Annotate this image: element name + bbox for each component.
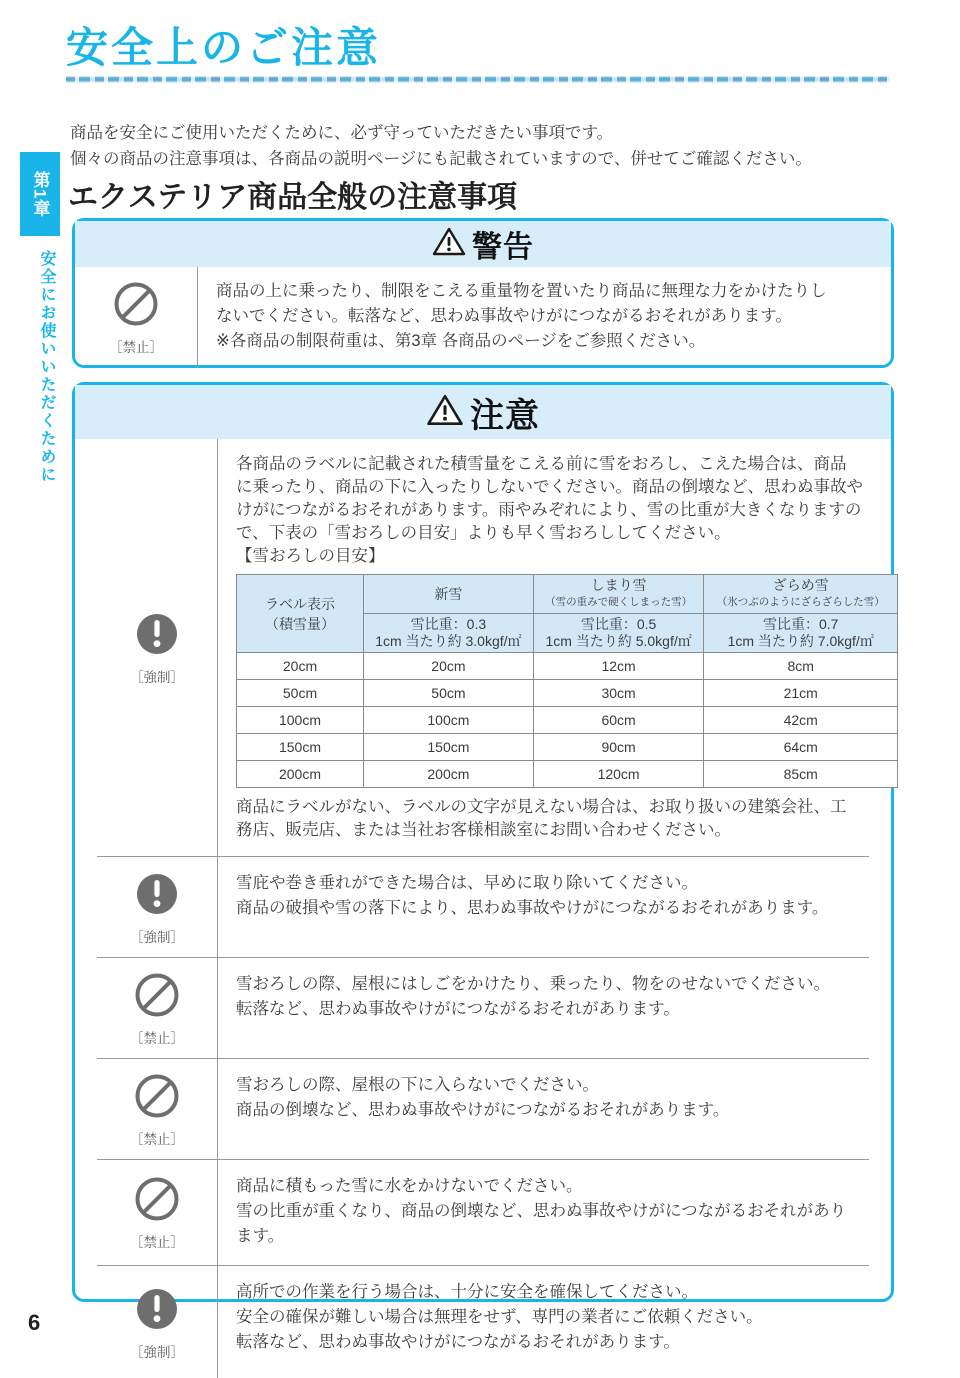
caution-box-header [75, 385, 891, 439]
warning-triangle-icon [426, 393, 464, 432]
snow-table-header-col-1-main: 新雪 [434, 585, 463, 602]
snow-table-header-col-2-main: しまり雪 [590, 577, 647, 593]
snow-table-cell: 12cm [533, 653, 704, 680]
snow-table-row [237, 680, 898, 707]
warning-row-icon-cell [75, 267, 197, 368]
caution-row [97, 1058, 869, 1159]
snow-table-cell: 100cm [364, 707, 534, 734]
intro-line-2: 個々の商品の注意事項は、各商品の説明ページにも記載されていますので、併せてご確認ください。 [70, 150, 812, 168]
mandatory-icon [134, 1286, 180, 1337]
caution-row-icon-cell [97, 1266, 217, 1378]
snow-table-density-2-a: 雪比重：0.5 [580, 616, 657, 632]
sidebar-chapter-tab-label: 第1章 [30, 170, 50, 218]
snow-table-header-row [237, 575, 898, 614]
caution-box [72, 382, 894, 1360]
snow-table-row [237, 707, 898, 734]
snow-table-cell: 42cm [704, 707, 898, 734]
prohibition-icon [134, 1073, 180, 1124]
snow-table-cell: 120cm [533, 761, 704, 788]
caution-row-1-line-4: で、下表の「雪おろしの目安」よりも早く雪おろししてください。 [236, 524, 731, 542]
snow-table-cell: 21cm [704, 680, 898, 707]
snow-table-row [237, 734, 898, 761]
snow-table-row [237, 653, 898, 680]
caution-row-1-line-1: 各商品のラベルに記載された積雪量をこえる前に雪をおろし、こえた場合は、商品 [236, 455, 847, 473]
mandatory-icon [134, 611, 180, 662]
snow-table-density-1-a: 雪比重：0.3 [410, 616, 487, 632]
prohibition-icon [113, 281, 159, 332]
mandatory-icon [134, 871, 180, 922]
snow-guideline-table [236, 574, 898, 788]
sidebar-chapter-tab [20, 152, 60, 236]
snow-table-density-1 [364, 614, 534, 653]
page-number: 6 [28, 1310, 41, 1335]
caution-row-4-line-2: 商品の倒壊など、思わぬ事故やけがにつながるおそれがあります。 [236, 1101, 730, 1119]
caution-row [97, 856, 869, 957]
snow-table-header-label-sub: （積雪量） [265, 615, 335, 632]
caution-row-icon-cell [97, 1160, 217, 1265]
caution-row [97, 1265, 869, 1378]
caution-row-text [217, 958, 869, 1058]
caution-row-icon-caption: ［強制］ [130, 670, 184, 685]
snow-table-header-col-2 [533, 575, 704, 614]
caution-row-icon-caption: ［禁止］ [130, 1131, 184, 1147]
snow-table-caption: 【雪おろしの目安】 [236, 547, 385, 565]
snow-table-header-col-1 [364, 575, 534, 614]
warning-box [72, 218, 894, 368]
snow-table-cell: 30cm [533, 680, 704, 707]
snow-table-density-3-b: 1cm 当たり約 7.0kgf/㎡ [727, 633, 874, 649]
snow-table-cell: 85cm [704, 761, 898, 788]
caution-row-5-line-2: 雪の比重が重くなり、商品の倒壊など、思わぬ事故やけがにつながるおそれがあり [236, 1202, 847, 1220]
caution-row [97, 439, 885, 856]
page-title-block [66, 23, 896, 83]
caution-row-1-footer-2: 務店、販売店、または当社お客様相談室にお問い合わせください。 [236, 821, 731, 839]
caution-row-3-line-2: 転落など、思わぬ事故やけがにつながるおそれがあります。 [236, 1000, 680, 1018]
snow-table-density-1-b: 1cm 当たり約 3.0kgf/㎡ [375, 633, 522, 649]
snow-table-cell: 50cm [364, 680, 534, 707]
caution-row-icon-cell [97, 857, 217, 957]
snow-table-cell: 64cm [704, 734, 898, 761]
title-underline-rule [66, 76, 890, 83]
snow-table-header-label-main: ラベル表示 [265, 595, 335, 612]
snow-table-density-3 [704, 614, 898, 653]
caution-row-5-line-1: 商品に積もった雪に水をかけないでください。 [236, 1177, 583, 1195]
caution-row-icon-caption: ［禁止］ [130, 1235, 184, 1250]
snow-table-row [237, 761, 898, 788]
caution-box-title: 注意 [470, 395, 540, 436]
caution-row-1-line-3: けがにつながるおそれがあります。雨やみぞれにより、雪の比重が大きくなりますの [236, 501, 862, 519]
snow-table-cell: 200cm [237, 761, 364, 788]
prohibition-icon [134, 1176, 180, 1227]
snow-table-cell: 20cm [237, 653, 364, 680]
caution-row [97, 1159, 869, 1265]
warning-row-line-1: 商品の上に乗ったり、制限をこえる重量物を置いたり商品に無理な力をかけたりし [216, 282, 827, 300]
snow-table-cell: 20cm [364, 653, 534, 680]
warning-row-text [197, 267, 891, 368]
caution-row-4-line-1: 雪おろしの際、屋根の下に入らないでください。 [236, 1076, 599, 1094]
warning-box-title: 警告 [472, 230, 534, 265]
snow-table-cell: 8cm [704, 653, 898, 680]
sidebar-chapter-label: 安全にお使いいただくために [38, 250, 55, 484]
snow-table-header-col-3 [704, 575, 898, 614]
caution-row-text [217, 1059, 869, 1159]
caution-row-6-line-1: 高所での作業を行う場合は、十分に安全を確保してください。 [236, 1283, 698, 1301]
caution-row-1-line-2: に乗ったり、商品の下に入ったりしないでください。商品の倒壊など、思わぬ事故や [236, 478, 863, 496]
snow-table-header-label [237, 575, 364, 653]
snow-table-density-2-b: 1cm 当たり約 5.0kgf/㎡ [545, 633, 692, 649]
warning-row [75, 267, 891, 368]
warning-row-line-2: ないでください。転落など、思わぬ事故やけがにつながるおそれがあります。 [216, 307, 792, 325]
caution-row-text [217, 1266, 869, 1378]
snow-table-cell: 50cm [237, 680, 364, 707]
caution-row-3-line-1: 雪おろしの際、屋根にはしごをかけたり、乗ったり、物をのせないでください。 [236, 975, 830, 993]
section-heading: エクステリア商品全般の注意事項 [68, 180, 518, 215]
caution-row-text [217, 1160, 869, 1265]
caution-row-2-line-2: 商品の破損や雪の落下により、思わぬ事故やけがにつながるおそれがあります。 [236, 899, 829, 917]
snow-table-cell: 100cm [237, 707, 364, 734]
caution-row-icon-caption: ［強制］ [130, 1344, 184, 1360]
caution-row-5-line-3: ます。 [236, 1227, 285, 1245]
caution-row-6-line-3: 転落など、思わぬ事故やけがにつながるおそれがあります。 [236, 1333, 680, 1351]
snow-table-density-3-a: 雪比重：0.7 [762, 616, 839, 632]
snow-table-header-col-3-main: ざらめ雪 [772, 577, 829, 593]
caution-row-text [217, 439, 908, 856]
snow-table-cell: 150cm [364, 734, 534, 761]
caution-row-2-line-1: 雪庇や巻き垂れができた場合は、早めに取り除いてください。 [236, 874, 698, 892]
caution-row-text [217, 857, 869, 957]
snow-table-header-col-2-sub: （雪の重みで硬くしまった雪） [545, 596, 693, 608]
caution-row-icon-cell [97, 958, 217, 1058]
prohibition-icon [134, 972, 180, 1023]
caution-row-icon-caption: ［強制］ [130, 929, 184, 945]
caution-row [97, 957, 869, 1058]
caution-row-icon-cell [97, 1059, 217, 1159]
caution-row-icon-caption: ［禁止］ [130, 1030, 184, 1046]
snow-table-cell: 200cm [364, 761, 534, 788]
snow-table-cell: 90cm [533, 734, 704, 761]
warning-triangle-icon [432, 226, 466, 262]
warning-row-line-3: ※各商品の制限荷重は、第3章 各商品のページをご参照ください。 [216, 332, 706, 350]
intro-paragraph [70, 120, 900, 172]
snow-table-header-col-3-sub: （氷つぶのようにざらざらした雪） [716, 596, 885, 608]
warning-box-header [75, 221, 891, 267]
intro-line-1: 商品を安全にご使用いただくために、必ず守っていただきたい事項です。 [70, 124, 614, 142]
snow-table-cell: 60cm [533, 707, 704, 734]
warning-row-icon-caption: ［禁止］ [109, 340, 163, 355]
caution-row-6-line-2: 安全の確保が難しい場合は無理をせず、専門の業者にご依頼ください。 [236, 1308, 763, 1326]
page-title: 安全上のご注意 [66, 23, 382, 72]
caution-row-1-footer-1: 商品にラベルがない、ラベルの文字が見えない場合は、お取り扱いの建築会社、工 [236, 798, 847, 816]
snow-table-cell: 150cm [237, 734, 364, 761]
caution-row-icon-cell [97, 439, 217, 856]
snow-table-density-2 [533, 614, 704, 653]
